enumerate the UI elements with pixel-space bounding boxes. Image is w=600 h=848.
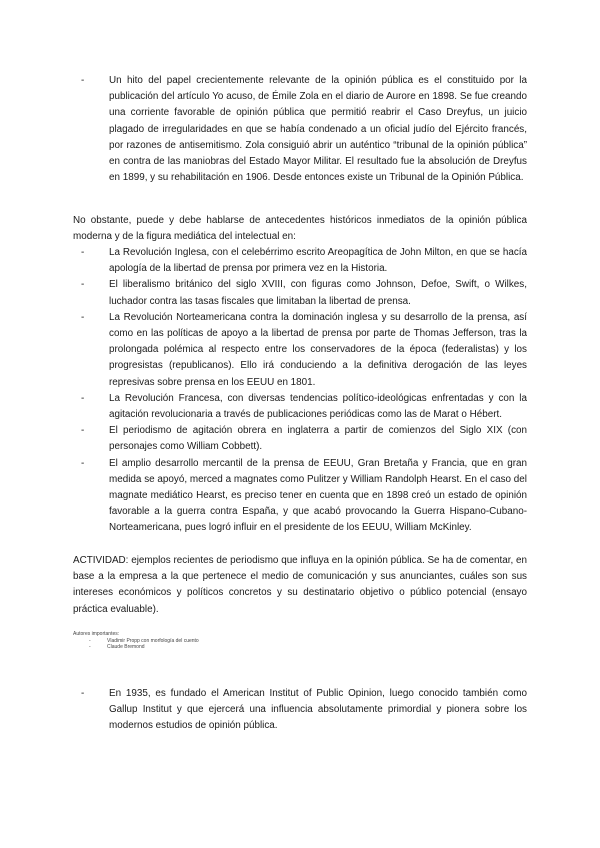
list-item: - El liberalismo británico del siglo XVIII, con figuras como Johnson, Defoe, Swift, o Wilkes, luchador contra las tasas fiscales que limitaban la libertad de prensa. <box>79 277 527 309</box>
author-item: - Claude Bremond <box>73 644 373 651</box>
gallup-bullet-list <box>79 686 527 735</box>
authors-note <box>73 631 373 651</box>
list-item: - El periodismo de agitación obrera en inglaterra a partir de comienzos del Siglo XIX (con personajes como William Cobbett). <box>79 423 527 455</box>
authors-heading: Autores importantes: <box>73 631 120 637</box>
intro-paragraph: No obstante, puede y debe hablarse de antecedentes históricos inmediatos de la opinión pública moderna y de la figura mediática del intelectual en: <box>73 215 527 243</box>
activity-paragraph: ACTIVIDAD: ejemplos recientes de periodismo que influya en la opinión pública. Se ha de comentar, en base a la empresa a la que pertenece el medio de comunicación y sus anunciantes, cuáles son sus intereses económicos y políticos concretos y su destinatario objetivo o público potencial (ensayo práctica evaluable). <box>73 555 527 615</box>
antecedents-list <box>79 245 527 537</box>
zola-bullet-list <box>79 73 527 186</box>
author-item: - Vladimir Propp con morfología del cuento <box>73 638 373 645</box>
list-item: - La Revolución Inglesa, con el celebérrimo escrito Areopagítica de John Milton, en que se hacía apología de la libertad de prensa por primera vez en la Historia. <box>79 245 527 277</box>
list-item: - Un hito del papel crecientemente relevante de la opinión pública es el constituido por la publicación del artículo Yo acuso, de Émile Zola en el diario de Aurore en 1898. Se fue creando una corriente favorable de opinión pública que permitió reabrir el Caso Dreyfus, un juicio plagado de irregularidades en que se había condenado a un oficial judío del Ejército francés, por razones de antisemitismo. Zola consiguió abrir un auténtico “tribunal de la opinión pública” en contra de las maniobras del Estado Mayor Militar. El resultado fue la absolución de Dreyfus en 1899, y su rehabilitación en 1906. Desde entonces existe un Tribunal de la Opinión Pública. <box>79 73 527 186</box>
list-item: - La Revolución Norteamericana contra la dominación inglesa y su desarrollo de la prensa, así como en las políticas de apoyo a la libertad de prensa por parte de Thomas Jefferson, tras la prolongada polémica al respecto entre los conservadores de la época (federalistas) y los progresistas (republicanos). Ello irá conduciendo a la definitiva derogación de las leyes represivas sobre prensa en los EEUU en 1801. <box>79 310 527 391</box>
list-item: - El amplio desarrollo mercantil de la prensa de EEUU, Gran Bretaña y Francia, que en gran medida se apoyó, merced a magnates como Pulitzer y William Randolph Hearst. En el caso del magnate mediático Hearst, es preciso tener en cuenta que en 1898 creó un estado de opinión favorable a la guerra contra España, y que acabó provocando la Guerra Hispano-Cubano-Norteamericana, pues logró influir en el presidente de los EEUU, William McKinley. <box>79 456 527 537</box>
list-item: - La Revolución Francesa, con diversas tendencias político-ideológicas enfrentadas y con la agitación revolucionaria a través de publicaciones periódicas como las de Marat o Hébert. <box>79 391 527 423</box>
list-item: - En 1935, es fundado el American Institut of Public Opinion, luego conocido también como Gallup Institut y que ejercerá una influencia absolutamente primordial y pionera sobre los modernos estudios de opinión pública. <box>79 686 527 735</box>
